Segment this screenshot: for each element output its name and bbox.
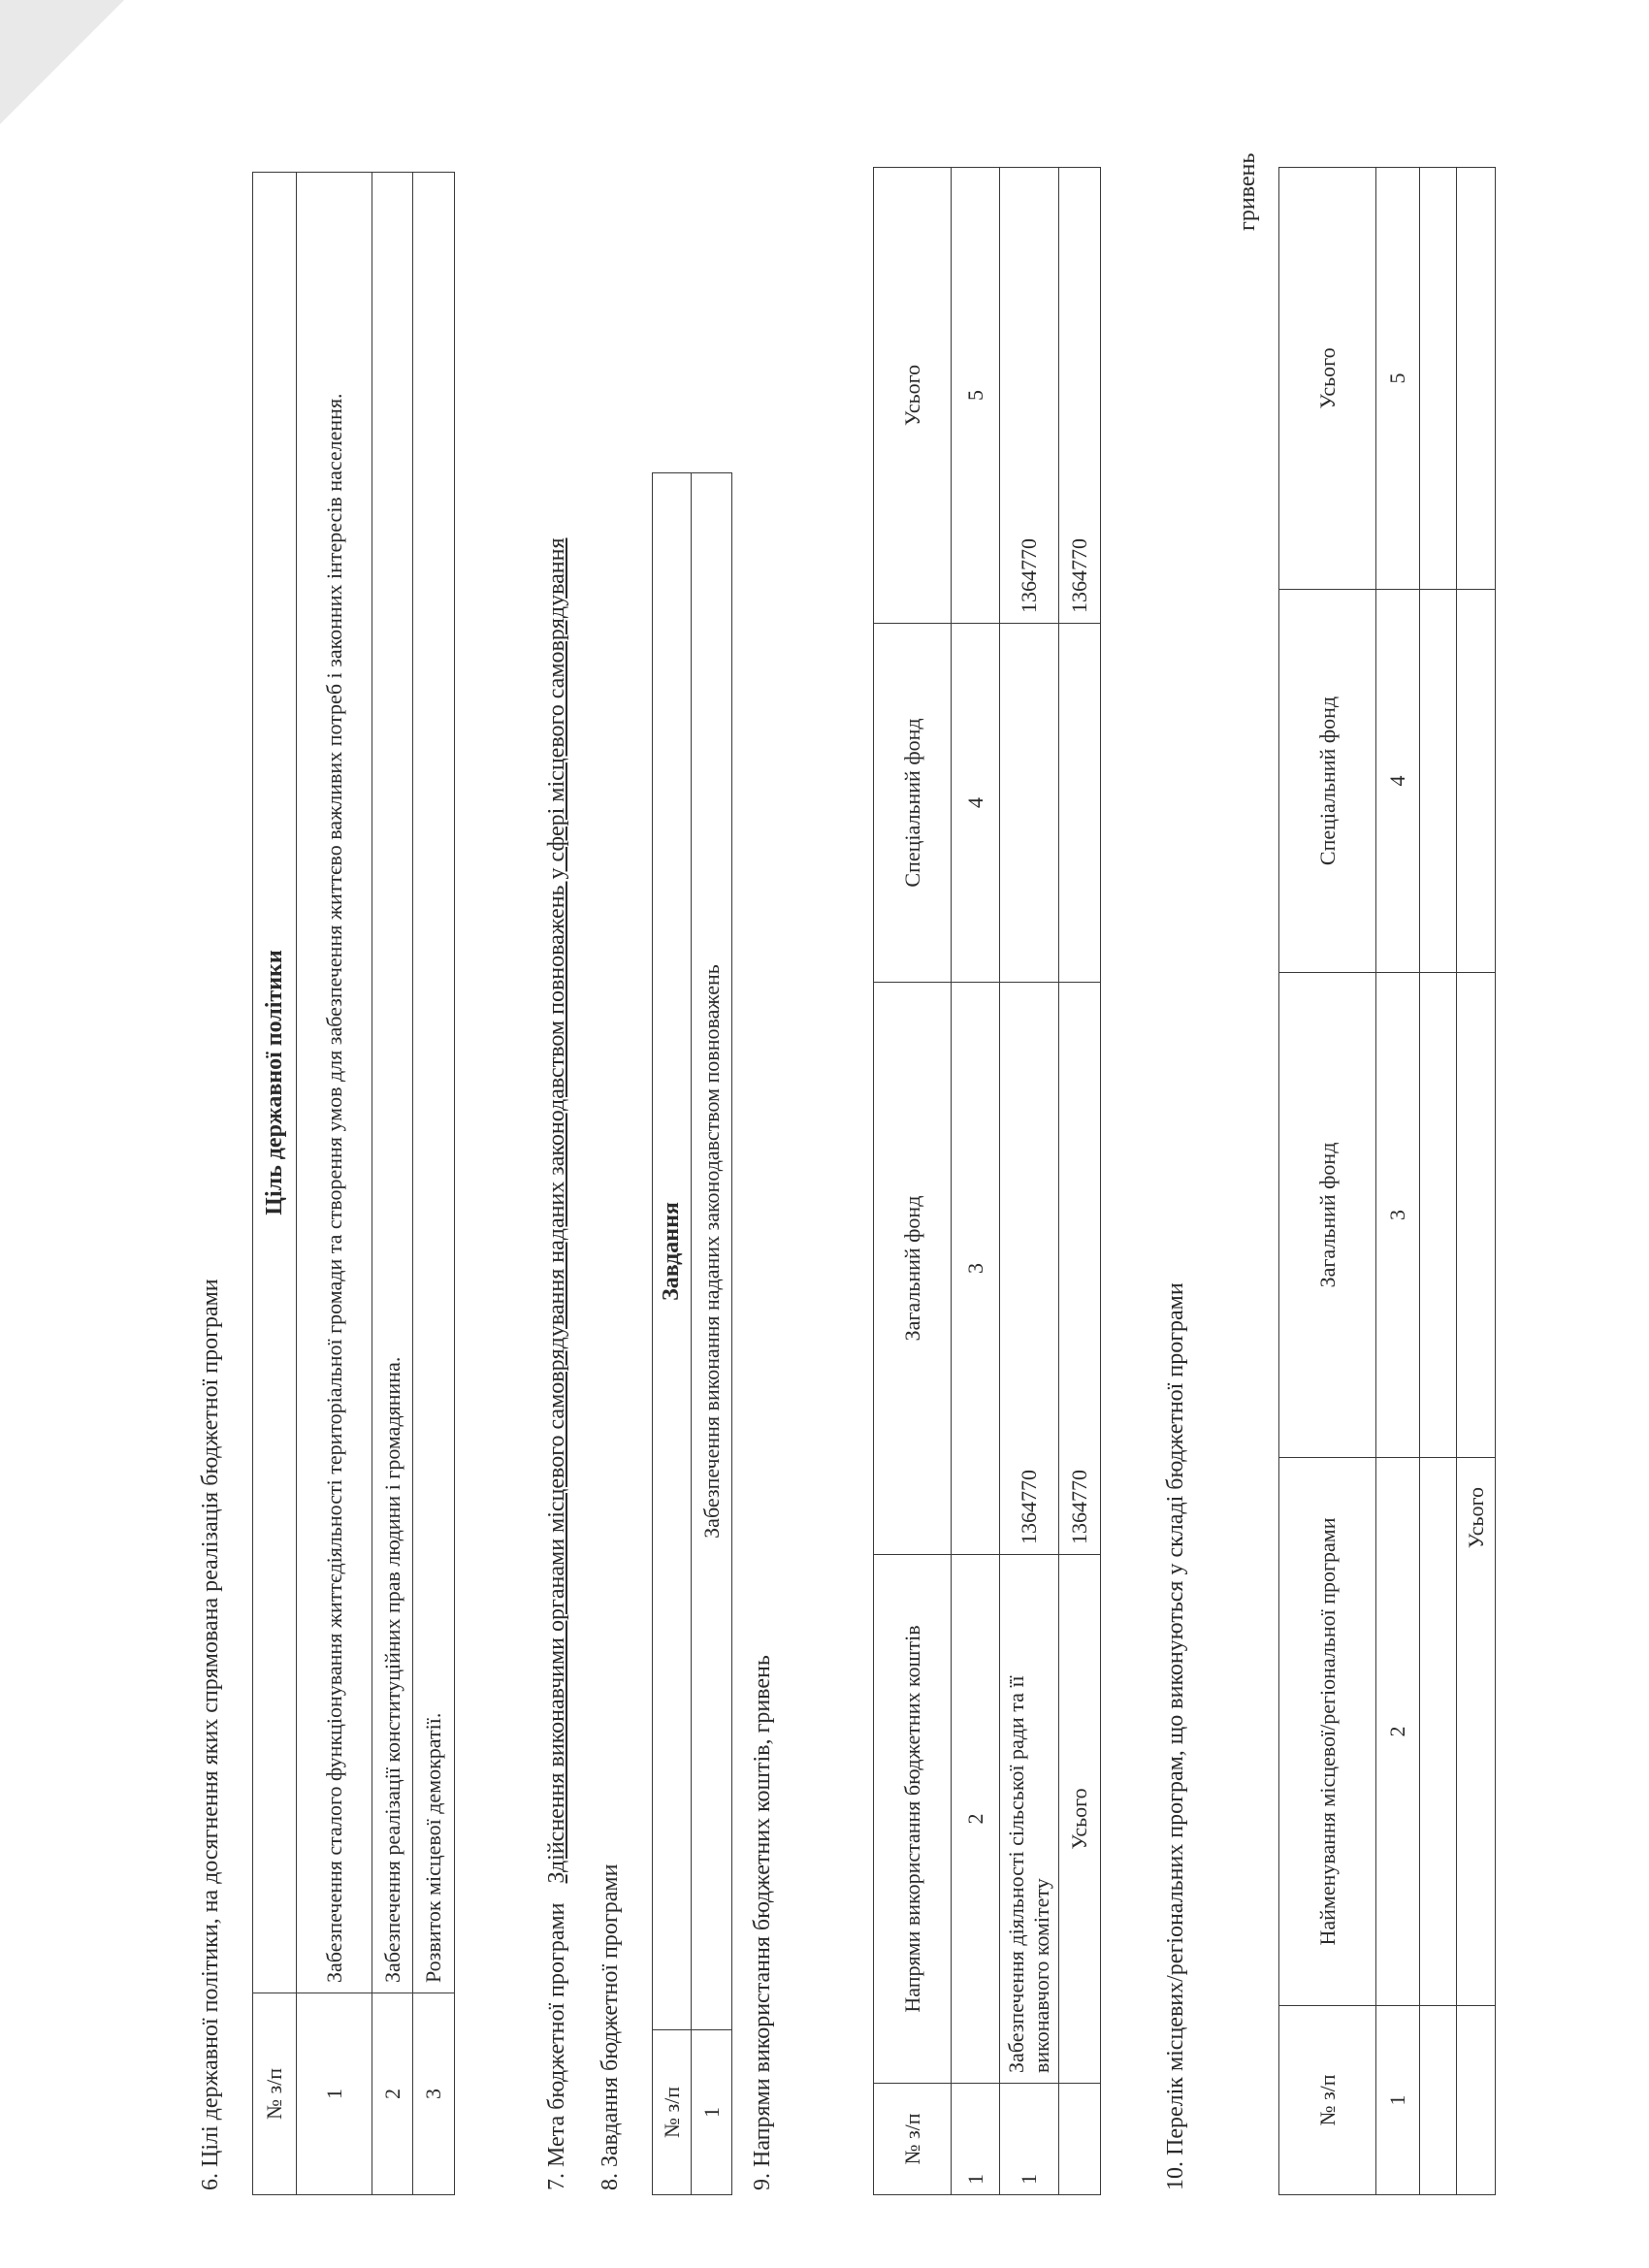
section-7-label: 7. Мета бюджетної програми xyxy=(544,1902,569,2190)
col-header-general-fund: Загальний фонд xyxy=(1279,973,1376,1458)
section-9-heading: 9. Напрями використання бюджетних коштів, гривень xyxy=(750,1655,775,2190)
col-header-task: Завдання xyxy=(653,473,692,2030)
col-header-special-fund: Спеціальний фонд xyxy=(874,624,952,983)
task-text: Забезпечення виконання наданих законодавством повноважень xyxy=(692,473,732,2030)
policy-goals-table xyxy=(252,172,455,2195)
index-cell: 5 xyxy=(952,168,1000,624)
table-row xyxy=(413,173,455,2195)
col-header-number: № з/п xyxy=(1279,2006,1376,2195)
row-number: 1 xyxy=(1000,2084,1059,2195)
total-row xyxy=(1457,168,1496,2195)
general-fund-total: 1364770 xyxy=(1059,983,1101,1555)
special-fund-total xyxy=(1059,624,1101,983)
table-row xyxy=(1420,168,1457,2195)
col-header-number: № з/п xyxy=(653,2030,692,2195)
special-fund-value xyxy=(1000,624,1059,983)
index-cell: 2 xyxy=(952,1555,1000,2084)
table-row xyxy=(297,173,372,2195)
section-8-heading: 8. Завдання бюджетної програми xyxy=(598,1863,623,2190)
table-row xyxy=(372,173,413,2195)
col-header-total: Усього xyxy=(874,168,952,624)
goal-text: Забезпечення реалізації конституційних прав людини і громадянина. xyxy=(372,173,413,1993)
total-label: Усього xyxy=(1059,1555,1101,2084)
col-header-general-fund: Загальний фонд xyxy=(874,983,952,1555)
program-goal-value: Здійснення виконавчими органами місцевого самоврядування наданих законодавством повноважень у сфері місцевого самоврядування xyxy=(544,537,569,1884)
goal-text: Розвиток місцевої демократії. xyxy=(413,173,455,1993)
col-header-number: № з/п xyxy=(874,2084,952,2195)
col-header-number: № з/п xyxy=(253,1993,297,2195)
grand-total: 1364770 xyxy=(1059,168,1101,624)
col-header-goal: Ціль державної політики xyxy=(253,173,297,1993)
goal-text: Забезпечення сталого функціонування життєдіяльності територіальної громади та створення умов для забезпечення життєво важливих потреб і законних інтересів населення. xyxy=(297,173,372,1993)
row-number: 1 xyxy=(297,1993,372,2195)
col-header-program-name: Найменування місцевої/регіональної програми xyxy=(1279,1458,1376,2006)
col-header-total: Усього xyxy=(1279,168,1376,590)
table-row xyxy=(692,473,732,2195)
row-number: 3 xyxy=(413,1993,455,2195)
index-cell: 2 xyxy=(1376,1458,1420,2006)
col-header-direction: Напрями використання бюджетних коштів xyxy=(874,1555,952,2084)
total-label: Усього xyxy=(1457,1458,1496,2006)
index-cell: 1 xyxy=(952,2084,1000,2195)
section-7-line xyxy=(543,538,570,2191)
direction-name: Забезпечення діяльності сільської ради та її виконавчого комітету xyxy=(1000,1555,1059,2084)
total-value: 1364770 xyxy=(1000,168,1059,624)
col-header-special-fund: Спеціальний фонд xyxy=(1279,590,1376,973)
folded-page-corner xyxy=(0,0,124,124)
row-number: 1 xyxy=(692,2030,732,2195)
budget-directions-table xyxy=(873,167,1101,2195)
table-row xyxy=(1000,168,1059,2195)
index-cell: 1 xyxy=(1376,2006,1420,2195)
index-cell: 5 xyxy=(1376,168,1420,590)
tasks-table xyxy=(652,472,732,2195)
currency-label: гривень xyxy=(1235,152,1260,231)
section-10-heading: 10. Перелік місцевих/регіональних програм, що виконуються у складі бюджетної програми xyxy=(1163,1282,1188,2190)
general-fund-value: 1364770 xyxy=(1000,983,1059,1555)
total-row xyxy=(1059,168,1101,2195)
index-cell: 3 xyxy=(952,983,1000,1555)
row-number: 2 xyxy=(372,1993,413,2195)
index-cell: 4 xyxy=(1376,590,1420,973)
index-cell: 3 xyxy=(1376,973,1420,1458)
index-row xyxy=(952,168,1000,2195)
section-6-heading: 6. Цілі державної політики, на досягнення яких спрямована реалізація бюджетної програми xyxy=(198,1279,223,2190)
index-row xyxy=(1376,168,1420,2195)
local-programs-table xyxy=(1278,167,1496,2195)
index-cell: 4 xyxy=(952,624,1000,983)
